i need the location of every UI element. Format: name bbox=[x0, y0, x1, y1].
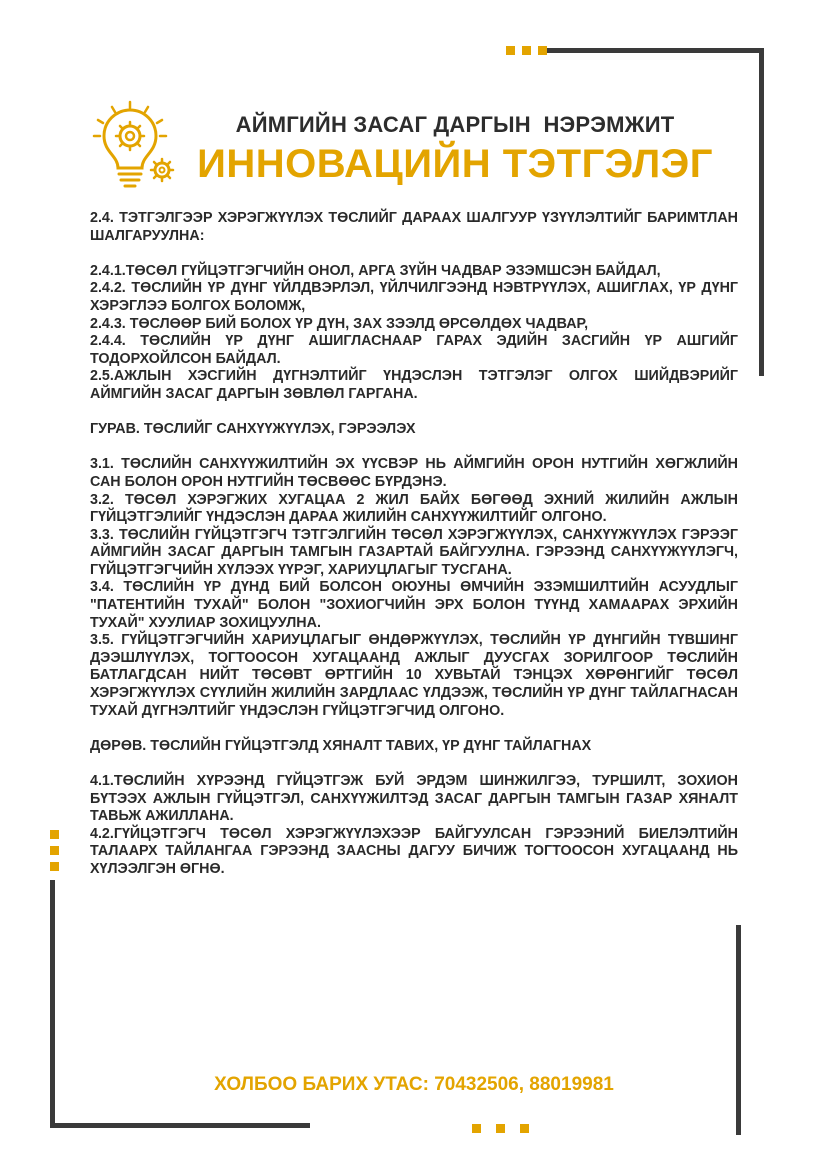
document-body bbox=[90, 210, 738, 879]
deco-square bbox=[472, 1124, 481, 1133]
deco-square bbox=[522, 46, 531, 55]
contact-phone: ХОЛБОО БАРИХ УТАС: 70432506, 88019981 bbox=[214, 1074, 614, 1095]
paragraph: 2.4.4. ТӨСЛИЙН ҮР ДҮНГ АШИГЛАСНААР ГАРАХ ЭДИЙН ЗАСГИЙН ҮР АШГИЙГ ТОДОРХОЙЛСОН БАЙДАЛ. bbox=[90, 333, 738, 367]
section-heading: ДӨРӨВ. ТӨСЛИЙН ГҮЙЦЭТГЭЛД ХЯНАЛТ ТАВИХ, ҮР ДҮНГ ТАЙЛАГНАХ bbox=[90, 737, 592, 754]
deco-square bbox=[496, 1124, 505, 1133]
paragraph: 2.5.АЖЛЫН ХЭСГИЙН ДҮГНЭЛТИЙГ ҮНДЭСЛЭН ТЭТГЭЛЭГ ОЛГОХ ШИЙДВЭРИЙГ АЙМГИЙН ЗАСАГ ДАРГЫН ЗӨВЛӨЛ ГАРГАНА. bbox=[90, 368, 738, 402]
section-heading: ГУРАВ. ТӨСЛИЙГ САНХҮҮЖҮҮЛЭХ, ГЭРЭЭЛЭХ bbox=[90, 421, 416, 438]
header-title: ИННОВАЦИЙН ТЭТГЭЛЭГ bbox=[197, 142, 713, 186]
deco-square bbox=[50, 846, 59, 855]
deco-square bbox=[538, 46, 547, 55]
deco-square bbox=[50, 830, 59, 839]
deco-square bbox=[506, 46, 515, 55]
paragraph: 3.5. ГҮЙЦЭТГЭГЧИЙН ХАРИУЦЛАГЫГ ӨНДӨРЖҮҮЛЭХ, ТӨСЛИЙН ҮР ДҮНГИЙН ТҮВШИНГ ДЭЭШЛҮҮЛЭХ, ТОГТООСОН ХУГАЦААНД АЖЛЫГ ДУУСГАХ ЗОРИЛГООР ТӨСЛИЙН БАТЛАГДСАН НИЙТ ТӨСӨВТ ӨРТГИЙН 10 ХУВЬТАЙ ТЭНЦЭХ ХӨРӨНГИЙГ ТӨСӨЛ ХЭРЭГЖҮҮЛЭХ СҮҮЛИЙН ЖИЛИЙН ЗАРДЛААС ҮЛДЭЭЖ, ТӨСЛИЙН ҮР ДҮНГ ТАЙЛАГНАСАН ТУХАЙ ДҮГНЭЛТИЙГ ҮНДЭСЛЭН ГҮЙЦЭТГЭГЧИД ОЛГОНО. bbox=[90, 632, 738, 719]
lightbulb-gears-icon bbox=[88, 100, 184, 196]
paragraph: 3.1. ТӨСЛИЙН САНХҮҮЖИЛТИЙН ЭХ ҮҮСВЭР НЬ АЙМГИЙН ОРОН НУТГИЙН ХӨГЖЛИЙН САН БОЛОН ОРОН НУТГИЙН ТӨСВӨӨС БҮРДЭНЭ. bbox=[90, 456, 738, 490]
paragraph: 3.4. ТӨСЛИЙН ҮР ДҮНД БИЙ БОЛСОН ОЮУНЫ ӨМЧИЙН ЭЗЭМШИЛТИЙН АСУУДЛЫГ "ПАТЕНТИЙН ТУХАЙ" БОЛОН "ЗОХИОГЧИЙН ЭРХ БОЛОН ТҮҮНД ХАМААРАХ ЭРХИЙН ТУХАЙ" ХУУЛИАР ЗОХИЦУУЛНА. bbox=[90, 579, 738, 631]
deco-square bbox=[520, 1124, 529, 1133]
paragraph: 4.2.ГҮЙЦЭТГЭГЧ ТӨСӨЛ ХЭРЭГЖҮҮЛЭХЭЭР БАЙГУУЛСАН ГЭРЭЭНИЙ БИЕЛЭЛТИЙН ТАЛААРХ ТАЙЛАНГАА ГЭРЭЭНД ЗААСНЫ ДАГУУ БИЧИЖ ТОГТООСОН ХУГАЦААНД НЬ ХҮЛЭЭЛГЭН ӨГНӨ. bbox=[90, 825, 738, 877]
paragraph: 2.4.3. ТӨСЛӨӨР БИЙ БОЛОХ ҮР ДҮН, ЗАХ ЗЭЭЛД ӨРСӨЛДӨХ ЧАДВАР, bbox=[90, 315, 589, 332]
paragraph: 2.4. ТЭТГЭЛГЭЭР ХЭРЭГЖҮҮЛЭХ ТӨСЛИЙГ ДАРААХ ШАЛГУУР ҮЗҮҮЛЭЛТИЙГ БАРИМТЛАН ШАЛГАРУУЛНА: bbox=[90, 210, 738, 244]
paragraph: 3.3. ТӨСЛИЙН ГҮЙЦЭТГЭГЧ ТЭТГЭЛГИЙН ТӨСӨЛ ХЭРЭГЖҮҮЛЭХ, САНХҮҮЖҮҮЛЭХ ГЭРЭЭГ АЙМГИЙН ЗАСАГ ДАРГЫН ТАМГЫН ГАЗАРТАЙ БАЙГУУЛНА. ГЭРЭЭНД САНХҮҮЖҮҮЛЭГЧ, ГҮЙЦЭТГЭГЧИЙН ХҮЛЭЭХ ҮҮРЭГ, ХАРИУЦЛАГЫГ ТУСГАНА. bbox=[90, 526, 738, 578]
header-subtitle: АЙМГИЙН ЗАСАГ ДАРГЫН НЭРЭМЖИТ bbox=[235, 112, 675, 137]
deco-square bbox=[50, 862, 59, 871]
paragraph: 2.4.1.ТӨСӨЛ ГҮЙЦЭТГЭГЧИЙН ОНОЛ, АРГА ЗҮЙН ЧАДВАР ЭЗЭМШСЭН БАЙДАЛ, bbox=[90, 262, 661, 279]
paragraph: 3.2. ТӨСӨЛ ХЭРЭГЖИХ ХУГАЦАА 2 ЖИЛ БАЙХ БӨГӨӨД ЭХНИЙ ЖИЛИЙН АЖЛЫН ГҮЙЦЭТГЭЛИЙГ ҮНДЭСЛЭН ДАРАА ЖИЛИЙН САНХҮҮЖИЛТИЙГ ОЛГОНО. bbox=[90, 491, 738, 526]
paragraph: 4.1.ТӨСЛИЙН ХҮРЭЭНД ГҮЙЦЭТГЭЖ БУЙ ЭРДЭМ ШИНЖИЛГЭЭ, ТУРШИЛТ, ЗОХИОН БҮТЭЭХ АЖЛЫН ГҮЙЦЭТГЭЛ, САНХҮҮЖИЛТЭД ЗАСАГ ДАРГЫН ТАМГЫН ГАЗАР ХЯНАЛТ ТАВЬЖ АЖИЛЛАНА. bbox=[90, 773, 738, 825]
paragraph: 2.4.2. ТӨСЛИЙН ҮР ДҮНГ ҮЙЛДВЭРЛЭЛ, ҮЙЛЧИЛГЭЭНД НЭВТРҮҮЛЭХ, АШИГЛАХ, ҮР ДҮНГ ХЭРЭГЛЭЭ БОЛГОХ БОЛОМЖ, bbox=[90, 280, 738, 314]
frame-bottom-right bbox=[736, 925, 741, 1135]
